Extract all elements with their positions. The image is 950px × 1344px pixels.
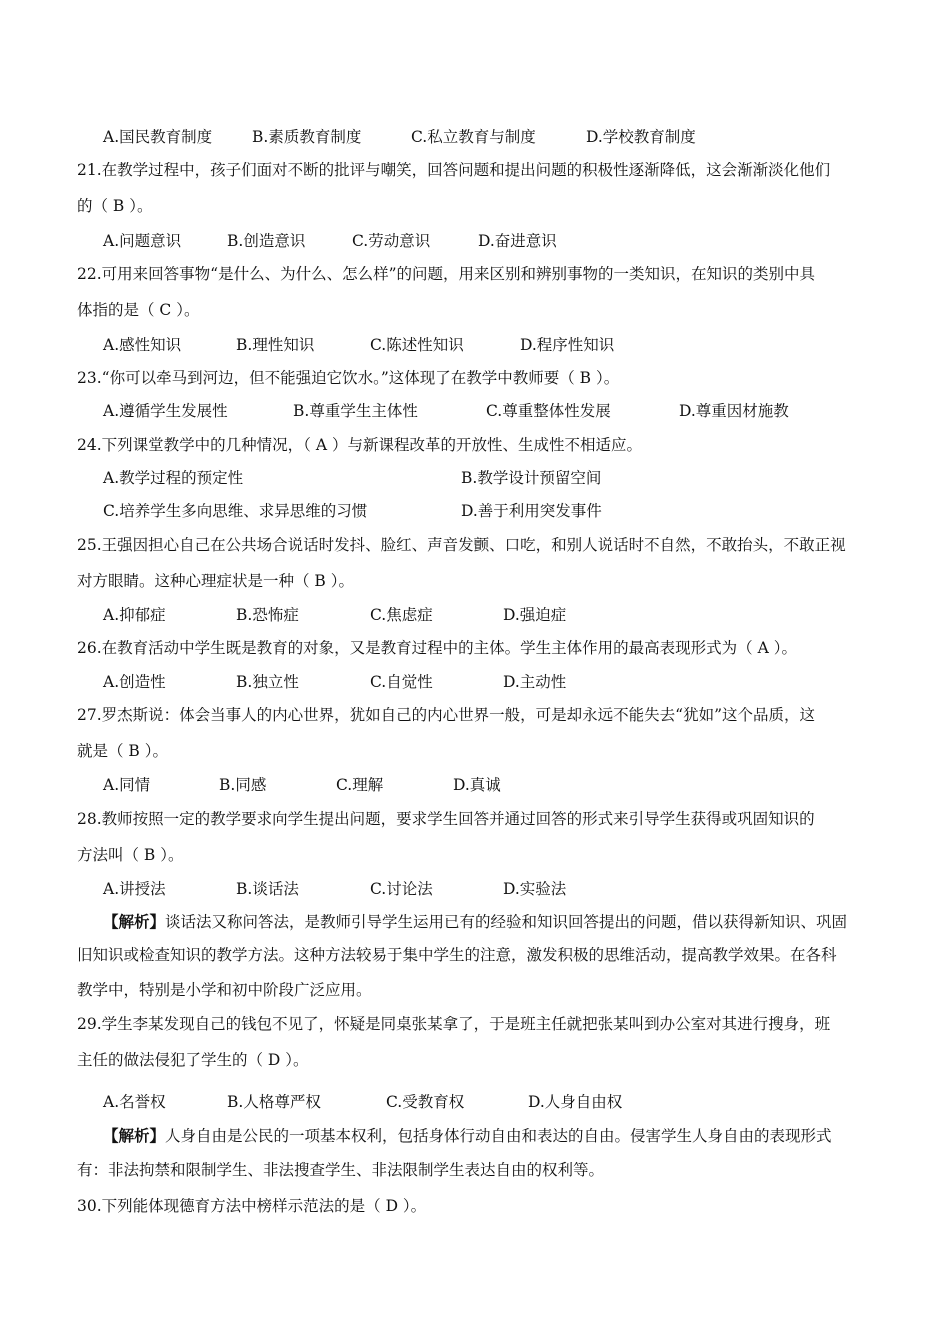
- q22-option-d: D.程序性知识: [520, 336, 615, 354]
- q26-option-b: B.独立性: [236, 673, 299, 691]
- q22-stem-line1: 22.可用来回答事物“是什么、为什么、怎么样”的问题，用来区别和辨别事物的一类知识，在知识的类别中具: [77, 265, 816, 283]
- q29-stem-line2: 主任的做法侵犯了学生的（ D ）。: [77, 1051, 309, 1069]
- q21-option-a: A.问题意识: [103, 232, 182, 250]
- q24-option-c: C.培养学生多向思维、求异思维的习惯: [103, 502, 368, 520]
- q22-stem-line2: 体指的是（ C ）。: [77, 301, 200, 319]
- q25-option-a: A.抑郁症: [103, 606, 166, 624]
- q20-option-b: B.素质教育制度: [252, 128, 362, 146]
- q29-analysis-label: 【解析】: [103, 1126, 166, 1145]
- q22-option-a: A.感性知识: [103, 336, 182, 354]
- q21-option-b: B.创造意识: [227, 232, 306, 250]
- q21-option-c: C.劳动意识: [352, 232, 431, 250]
- q23-option-d: D.尊重因材施教: [679, 402, 789, 420]
- q24-option-a: A.教学过程的预定性: [103, 469, 244, 487]
- q28-stem-line2: 方法叫（ B ）。: [77, 846, 184, 864]
- q25-option-c: C.焦虑症: [370, 606, 433, 624]
- q27-stem-line1: 27.罗杰斯说：体会当事人的内心世界，犹如自己的内心世界一般，可是却永远不能失去“犹如”这个品质，这: [77, 706, 816, 724]
- q28-analysis-text1: 谈话法又称问答法，是教师引导学生运用已有的经验和知识回答提出的问题，借以获得新知识、巩固: [165, 913, 848, 931]
- q29-analysis-text1: 人身自由是公民的一项基本权利，包括身体行动自由和表达的自由。侵害学生人身自由的表现形式: [165, 1127, 832, 1145]
- q26-option-a: A.创造性: [103, 673, 166, 691]
- q27-option-d: D.真诚: [453, 776, 501, 794]
- q24-option-d: D.善于利用突发事件: [461, 502, 602, 520]
- q27-option-a: A.同情: [103, 776, 151, 794]
- q23-option-a: A.遵循学生发展性: [103, 402, 228, 420]
- q29-option-d: D.人身自由权: [528, 1093, 623, 1111]
- q23-stem-line1: 23.“你可以牵马到河边，但不能强迫它饮水。”这体现了在教学中教师要（ B ）。: [77, 369, 620, 387]
- q28-option-a: A.讲授法: [103, 880, 166, 898]
- q20-option-c: C.私立教育与制度: [411, 128, 536, 146]
- q27-option-c: C.理解: [336, 776, 384, 794]
- q20-option-d: D.学校教育制度: [586, 128, 696, 146]
- q28-option-c: C.讨论法: [370, 880, 433, 898]
- q28-analysis-line3: 教学中，特别是小学和初中阶段广泛应用。: [77, 981, 372, 999]
- q28-analysis-label: 【解析】: [103, 912, 166, 931]
- q29-option-c: C.受教育权: [386, 1093, 465, 1111]
- q20-option-a: A.国民教育制度: [103, 128, 213, 146]
- q26-option-d: D.主动性: [503, 673, 567, 691]
- q24-stem-line1: 24.下列课堂教学中的几种情况，（ A ）与新课程改革的开放性、生成性不相适应。: [77, 436, 642, 454]
- q25-stem-line2: 对方眼睛。这种心理症状是一种（ B ）。: [77, 572, 354, 590]
- q24-option-b: B.教学设计预留空间: [461, 469, 602, 487]
- q29-option-a: A.名誉权: [103, 1093, 166, 1111]
- q26-option-c: C.自觉性: [370, 673, 433, 691]
- q27-option-b: B.同感: [219, 776, 267, 794]
- q22-option-c: C.陈述性知识: [370, 336, 464, 354]
- q26-stem-line1: 26.在教育活动中学生既是教育的对象，又是教育过程中的主体。学生主体作用的最高表现形式为（ A ）。: [77, 639, 797, 657]
- q29-option-b: B.人格尊严权: [227, 1093, 321, 1111]
- q23-option-c: C.尊重整体性发展: [486, 402, 611, 420]
- q25-stem-line1: 25.王强因担心自己在公共场合说话时发抖、脸红、声音发颤、口吃，和别人说话时不自然，不敢抬头，不敢正视: [77, 536, 846, 554]
- q29-analysis-line2: 有：非法拘禁和限制学生、非法搜查学生、非法限制学生表达自由的权利等。: [77, 1161, 605, 1179]
- q28-stem-line1: 28.教师按照一定的教学要求向学生提出问题，要求学生回答并通过回答的形式来引导学生获得或巩固知识的: [77, 810, 815, 828]
- q28-analysis-line1: [103, 912, 878, 932]
- q29-analysis-line1: [103, 1126, 878, 1146]
- q21-stem-line2: 的（ B ）。: [77, 197, 153, 215]
- q23-option-b: B.尊重学生主体性: [293, 402, 418, 420]
- q21-option-d: D.奋进意识: [478, 232, 557, 250]
- q28-option-d: D.实验法: [503, 880, 567, 898]
- q28-option-b: B.谈话法: [236, 880, 299, 898]
- q28-analysis-line2: 旧知识或检查知识的教学方法。这种方法较易于集中学生的注意，激发积极的思维活动，提高教学效果。在各科: [77, 946, 837, 964]
- q27-stem-line2: 就是（ B ）。: [77, 742, 168, 760]
- q29-stem-line1: 29.学生李某发现自己的钱包不见了，怀疑是同桌张某拿了，于是班主任就把张某叫到办公室对其进行搜身，班: [77, 1015, 831, 1033]
- q25-option-d: D.强迫症: [503, 606, 567, 624]
- q22-option-b: B.理性知识: [236, 336, 315, 354]
- q30-stem-line1: 30.下列能体现德育方法中榜样示范法的是（ D ）。: [77, 1197, 427, 1215]
- q21-stem-line1: 21.在教学过程中，孩子们面对不断的批评与嘲笑，回答问题和提出问题的积极性逐渐降低，这会渐渐淡化他们: [77, 161, 831, 179]
- q25-option-b: B.恐怖症: [236, 606, 299, 624]
